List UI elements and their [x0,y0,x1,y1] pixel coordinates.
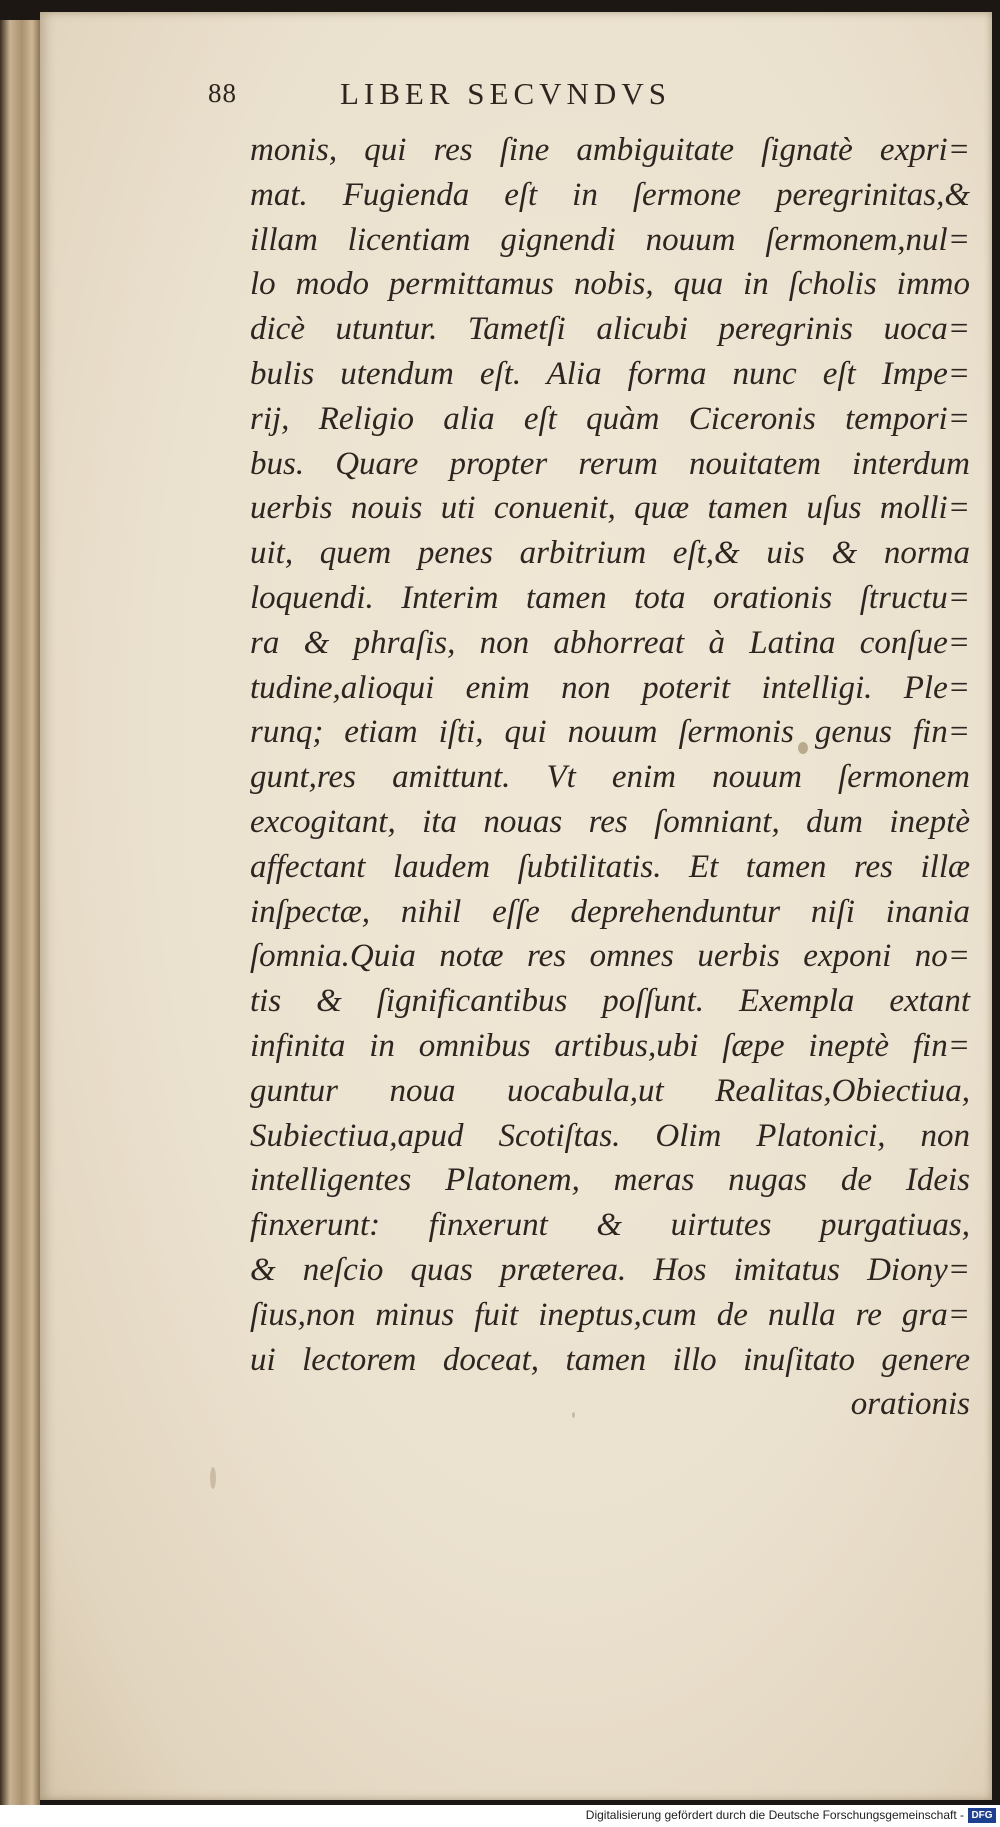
body-text [250,128,970,1427]
text-line: illam licentiam gignendi nouum ſermonem,nul= [250,221,970,258]
text-line: monis, qui res ſine ambiguitate ſignatè expri= [250,132,970,168]
book-spine-edge [0,20,40,1805]
text-line: tudine,alioqui enim non poterit intelligi. Ple= [250,669,970,706]
page-number: 88 [208,78,237,108]
text-line: ra & phraſis, non abhorreat à Latina conſue= [250,624,970,661]
running-head: LIBER SECVNDVS [340,76,671,111]
text-line: infinita in omnibus artibus,ubi ſæpe ineptè fin= [250,1027,970,1064]
text-line: dicè utuntur. Tametſi alicubi peregrinis uoca= [250,311,970,348]
text-line: runq; etiam iſti, qui nouum ſermonis genus fin= [250,714,970,751]
page-header [208,76,808,120]
text-line: excogitant, ita nouas res ſomniant, dum ineptè [250,803,970,840]
text-line: tis & ſignificantibus poſſunt. Exempla extant [250,983,970,1020]
text-line: loquendi. Interim tamen tota orationis ſtructu= [250,579,970,616]
text-line: intelligentes Platonem, meras nugas de Ideis [250,1162,970,1199]
text-line: bus. Quare propter rerum nouitatem interdum [250,445,970,482]
text-line: inſpectæ, nihil eſſe deprehenduntur niſi inania [250,893,970,930]
text-line: affectant laudem ſubtilitatis. Et tamen res illæ [250,848,970,885]
text-line: & neſcio quas præterea. Hos imitatus Diony= [250,1251,970,1288]
text-line: orationis [850,1386,970,1423]
paper-speck [210,1467,216,1489]
text-line: Subiectiua,apud Scotiſtas. Olim Platonici, non [250,1117,970,1154]
text-line: rij, Religio alia eſt quàm Ciceronis tempori= [250,400,970,437]
text-line: lo modo permittamus nobis, qua in ſcholis immo [250,266,970,303]
dfg-logo: DFG [968,1808,996,1823]
text-line: gunt,res amittunt. Vt enim nouum ſermonem [250,759,970,796]
text-line: finxerunt: finxerunt & uirtutes purgatiuas, [250,1207,970,1244]
text-line: bulis utendum eſt. Alia forma nunc eſt Impe= [250,355,970,392]
text-line: uit, quem penes arbitrium eſt,& uis & norma [250,535,970,572]
text-line: guntur noua uocabula,ut Realitas,Obiectiua, [250,1072,970,1109]
text-line: mat. Fugienda eſt in ſermone peregrinitas,& [250,176,970,213]
funding-credit: Digitalisierung gefördert durch die Deutsche Forschungsgemeinschaft - [585,1808,964,1822]
footer-bar [0,1805,1000,1827]
text-line: ui lectorem doceat, tamen illo inuſitato genere [250,1341,970,1378]
text-line: ſomnia.Quia notæ res omnes uerbis exponi no= [250,938,970,975]
text-line: uerbis nouis uti conuenit, quæ tamen uſus molli= [250,490,970,527]
text-line: ſius,non minus fuit ineptus,cum de nulla re gra= [250,1296,970,1333]
